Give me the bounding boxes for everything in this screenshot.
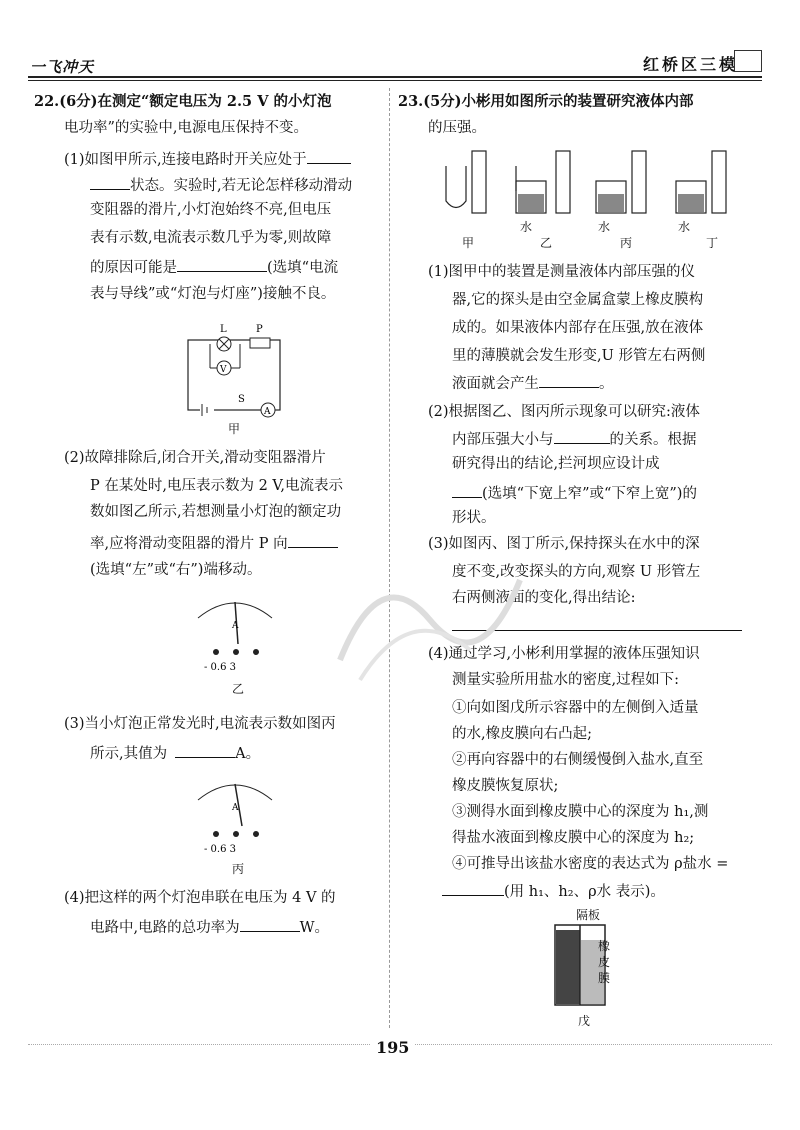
ammeter-bing-symbol: A <box>232 803 239 813</box>
q22-stem-line1: 22.(6分)在测定“额定电压为 2.5 V 的小灯泡 <box>34 93 332 110</box>
q23-step1-line2: 的水,橡皮膜向右凸起; <box>452 726 592 742</box>
fig-label-bing: 丙 <box>232 862 245 876</box>
q22-part1-line1: (1)如图甲所示,连接电路时开关应处于 <box>64 148 351 170</box>
q23-stem-line2: 的压强。 <box>428 120 486 136</box>
q23-part2-line2: 内部压强大小与 的关系。根据 <box>452 428 697 450</box>
q23-step2-line2: 橡皮膜恢复原状; <box>452 778 559 794</box>
q23-part1-line5: 液面就会产生 。 <box>452 372 614 394</box>
q22-part1-line6: 表与导线”或“灯泡与灯座”)接触不良。 <box>90 286 336 302</box>
fig-label-wu: 戊 <box>578 1014 591 1028</box>
ammeter-symbol: A <box>264 407 271 417</box>
q22-part2-line3: 数如图乙所示,若想测量小灯泡的额定功 <box>90 504 342 520</box>
q23-part2-line1: (2)根据图乙、图丙所示现象可以研究:液体 <box>428 404 700 420</box>
q23-part1-line4: 里的薄膜就会发生形变,U 形管左右两侧 <box>452 348 706 364</box>
fig-label-u-bing: 丙 <box>620 236 633 250</box>
header-stamp-box <box>734 50 762 72</box>
q23-part3-line2: 度不变,改变探头的方向,观察 U 形管左 <box>452 564 701 580</box>
page-number: 195 <box>370 1038 415 1057</box>
q22-part2-line5: (选填“左”或“右”)端移动。 <box>90 562 262 578</box>
ammeter-bing-terminals: - 0.6 3 <box>204 844 237 855</box>
q22-part2-line4: 率,应将滑动变阻器的滑片 P 向 <box>90 532 338 554</box>
q23-step1-line1: ①向如图戊所示容器中的左侧倒入适量 <box>452 700 699 716</box>
q22-part1-line5: 的原因可能是 (选填“电流 <box>90 256 338 278</box>
q22-part4-line2: 电路中,电路的总功率为 W。 <box>90 916 329 938</box>
q23-part1-line1: (1)图甲中的装置是测量液体内部压强的仪 <box>428 264 696 280</box>
q22-part1-line3: 变阻器的滑片,小灯泡始终不亮,但电压 <box>90 202 332 218</box>
q22-stem-line2: 电功率”的实验中,电源电压保持不变。 <box>64 120 309 136</box>
fig-label-yi: 乙 <box>232 682 245 696</box>
q23-step4-line2: (用 h₁、h₂、ρ水 表示)。 <box>442 880 665 902</box>
q22-part2-line1: (2)故障排除后,闭合开关,滑动变阻器滑片 <box>64 450 326 466</box>
fig-water-label-yi: 水 <box>520 220 533 234</box>
q23-part3-line1: (3)如图丙、图丁所示,保持探头在水中的深 <box>428 536 700 552</box>
q23-step3-line2: 得盐水液面到橡皮膜中心的深度为 h₂; <box>452 830 695 846</box>
circuit-label-L: L <box>220 324 227 335</box>
q23-step2-line1: ②再向容器中的右侧缓慢倒入盐水,直至 <box>452 752 704 768</box>
ammeter-figure-bing <box>190 770 280 860</box>
q23-part2-line4: (选填“下宽上窄”或“下窄上宽”)的 <box>452 482 697 504</box>
q23-part4-line1: (4)通过学习,小彬利用掌握的液体压强知识 <box>428 646 700 662</box>
header-rule-thin <box>28 80 762 81</box>
fig-label-jia: 甲 <box>228 422 241 436</box>
fig-membrane-label: 橡皮膜 <box>598 939 611 985</box>
fig-water-label-ding: 水 <box>678 220 691 234</box>
q22-part3-line1: (3)当小灯泡正常发光时,电流表示数如图丙 <box>64 716 336 732</box>
circuit-label-S: S <box>238 394 245 405</box>
q23-stem-line1: 23.(5分)小彬用如图所示的装置研究液体内部 <box>398 93 694 110</box>
header-rule <box>28 76 762 78</box>
fig-label-u-ding: 丁 <box>706 236 719 250</box>
ammeter-yi-symbol: A <box>232 621 239 631</box>
q23-part1-line2: 器,它的探头是由空金属盒蒙上橡皮膜构 <box>452 292 704 308</box>
q22-part4-line1: (4)把这样的两个灯泡串联在电压为 4 V 的 <box>64 890 336 906</box>
q23-part2-line3: 研究得出的结论,拦河坝应设计成 <box>452 456 660 472</box>
fig-label-u-jia: 甲 <box>462 236 475 250</box>
fig-label-u-yi: 乙 <box>540 236 553 250</box>
fig-partition-label: 隔板 <box>576 908 601 922</box>
q23-step4-line1: ④可推导出该盐水密度的表达式为 ρ盐水 = <box>452 856 729 872</box>
brand-logo-text: 一飞冲天 <box>30 58 95 76</box>
circuit-diagram-jia <box>180 322 290 422</box>
q23-part2-line5: 形状。 <box>452 510 496 526</box>
q22-part3-line2: 所示,其值为 A。 <box>90 742 260 764</box>
q23-part3-line3: 右两侧液面的变化,得出结论: <box>452 590 636 606</box>
voltmeter-symbol: V <box>220 365 227 375</box>
ammeter-figure-yi <box>190 588 280 678</box>
q22-part1-line2: 状态。实验时,若无论怎样移动滑动 <box>90 174 352 196</box>
watermark-logo <box>320 540 540 700</box>
exam-region-title: 红桥区三模 <box>642 55 738 74</box>
fig-water-label-bing: 水 <box>598 220 611 234</box>
ammeter-yi-terminals: - 0.6 3 <box>204 662 237 673</box>
q22-part2-line2: P 在某处时,电压表示数为 2 V,电流表示 <box>90 478 343 494</box>
u-tube-figures <box>436 146 736 236</box>
q23-part1-line3: 成的。如果液体内部存在压强,放在液体 <box>452 320 704 336</box>
q23-part4-line2: 测量实验所用盐水的密度,过程如下: <box>452 672 679 688</box>
q22-part1-line4: 表有示数,电流表示数几乎为零,则故障 <box>90 230 332 246</box>
q23-step3-line1: ③测得水面到橡皮膜中心的深度为 h₁,测 <box>452 804 709 820</box>
circuit-label-P: P <box>256 324 263 335</box>
